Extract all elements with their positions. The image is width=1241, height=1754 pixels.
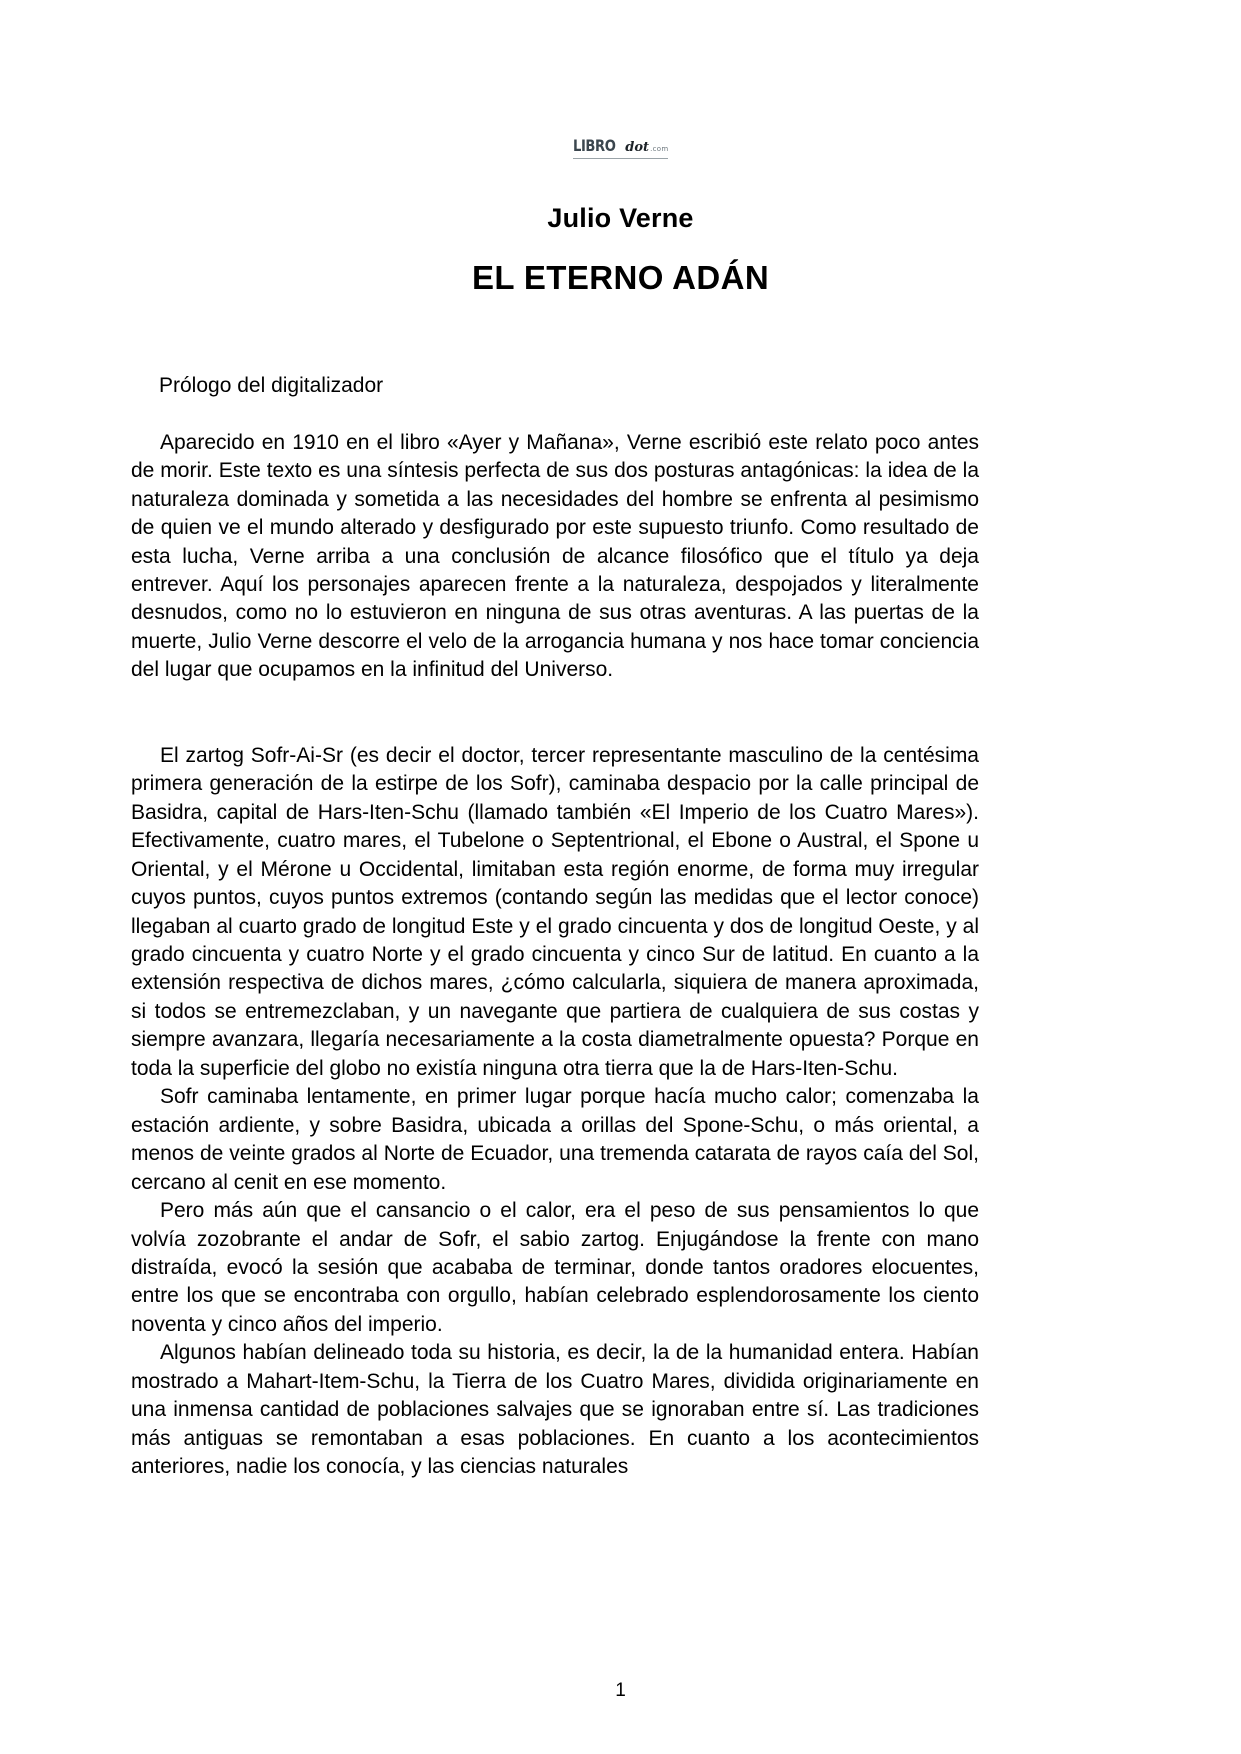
body-paragraph-1: El zartog Sofr-Ai-Sr (es decir el doctor, tercer representante masculino de la centésima primera generación de la estirpe de los Sofr), caminaba despacio por la calle principal de Basidra, capital de Hars-Iten-Schu (llamado también «El Imperio de los Cuatro Mares»). Efectivamente, cuatro mares, el Tubelone o Septentrional, el Ebone o Austral, el Spone u Oriental, y el Mérone u Occidental, limitaban esta región enorme, de forma muy irregular cuyos puntos, cuyos puntos extremos (contando según las medidas que el lector conoce) llegaban al cuarto grado de longitud Este y el grado cincuenta y dos de longitud Oeste, y al grado cincuenta y cuatro Norte y el grado cincuenta y cinco Sur de latitud. En cuanto a la extensión respectiva de dichos mares, ¿cómo calcularla, siquiera de manera aproximada, si todos se entremezclaban, y un navegante que partiera de cualquiera de sus costas y siempre avanzara, llegaría necesariamente a la costa diametralmente opuesta? Porque en toda la superficie del globo no existía ninguna otra tierra que la de Hars-Iten-Schu. — [131, 743, 979, 1080]
book-author: Julio Verne — [547, 203, 694, 233]
logo-tld-text: .com — [650, 145, 669, 153]
body-paragraph-2: Sofr caminaba lentamente, en primer lugar porque hacía mucho calor; comenzaba la estación ardiente, y sobre Basidra, ubicada a orillas del Spone-Schu, o más oriental, a menos de veinte grados al Norte de Ecuador, una tremenda catarata de rayos caía del Sol, cercano al cenit en ese momento. — [131, 1085, 979, 1194]
prologue-heading: Prólogo del digitalizador — [159, 374, 384, 397]
page-title: EL ETERNO ADÁN — [471, 259, 770, 296]
librodot-logo[interactable] — [573, 138, 669, 159]
body-paragraph-3: Pero más aún que el cansancio o el calor, era el peso de sus pensamientos lo que volvía zozobrante el andar de Sofr, el sabio zartog. Enjugándose la frente con mano distraída, evocó la sesión que acababa de terminar, donde tantos oradores elocuentes, entre los que se encontraba con orgullo, habían celebrado esplendorosamente los ciento noventa y cinco años del imperio. — [131, 1199, 979, 1336]
site-logo-container — [0, 138, 1241, 159]
logo-script-text: dot — [625, 140, 650, 155]
document-body — [131, 372, 979, 1482]
page-number: 1 — [615, 1680, 626, 1701]
logo-wordmark: LIBRO — [572, 136, 615, 155]
body-paragraph-4: Algunos habían delineado toda su historia, es decir, la de la humanidad entera. Habían mostrado a Mahart-Item-Schu, la Tierra de los Cuatro Mares, dividida originariamente en una inmensa cantidad de poblaciones salvajes que se ignoraban entre sí. Las tradiciones más antiguas se remontaban a esas poblaciones. En cuanto a los acontecimientos anteriores, nadie los conocía, y las ciencias naturales — [131, 1341, 979, 1479]
section-spacer — [131, 685, 979, 742]
prologue-paragraph: Aparecido en 1910 en el libro «Ayer y Mañana», Verne escribió este relato poco antes de morir. Este texto es una síntesis perfecta de sus dos posturas antagónicas: la idea de la naturaleza dominada y sometida a las necesidades del hombre se enfrenta al pesimismo de quien ve el mundo alterado y desfigurado por este supuesto triunfo. Como resultado de esta lucha, Verne arriba a una conclusión de alcance filosófico que el título ya deja entrever. Aquí los personajes aparecen frente a la naturaleza, despojados y literalmente desnudos, como no lo estuvieron en ninguna de sus otras aventuras. A las puertas de la muerte, Julio Verne descorre el velo de la arrogancia humana y nos hace tomar conciencia del lugar que ocupamos en la infinitud del Universo. — [131, 430, 979, 682]
